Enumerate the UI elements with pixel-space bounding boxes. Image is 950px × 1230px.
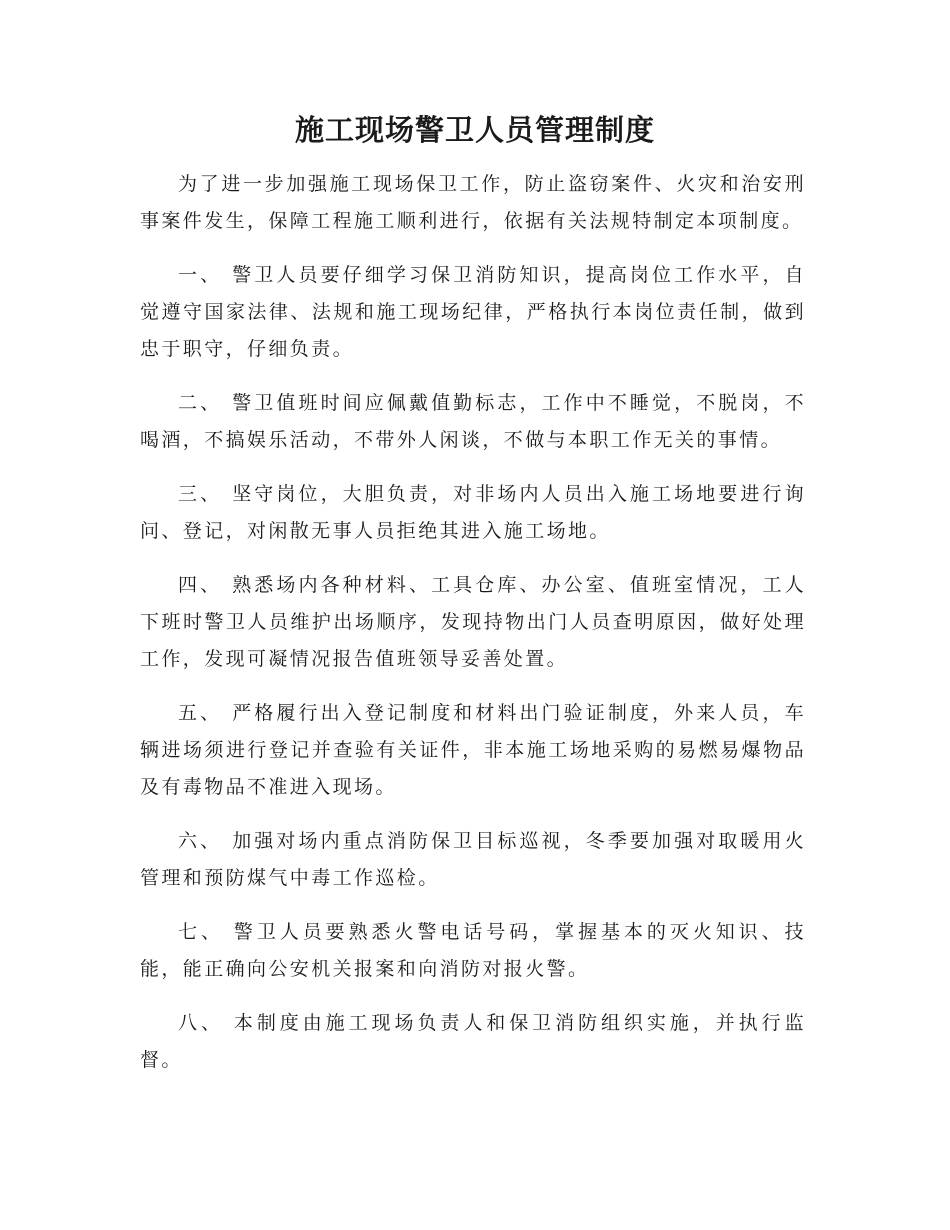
clause-7 [140, 914, 806, 988]
clause-6 [140, 823, 806, 897]
clause-8 [140, 1005, 806, 1079]
clause-number: 一、 [178, 264, 223, 286]
clause-3 [140, 476, 806, 550]
clause-number: 三、 [178, 483, 223, 505]
clause-text: 本制度由施工现场负责人和保卫消防组织实施，并执行监督。 [140, 1012, 806, 1071]
clause-number: 二、 [178, 392, 223, 414]
clause-number: 八、 [178, 1012, 224, 1034]
clause-text: 警卫值班时间应佩戴值勤标志，工作中不睡觉，不脱岗，不喝酒，不搞娱乐活动，不带外人闲谈，不做与本职工作无关的事情。 [140, 392, 806, 451]
clause-text: 严格履行出入登记制度和材料出门验证制度，外来人员，车辆进场须进行登记并查验有关证件，非本施工场地采购的易燃易爆物品及有毒物品不准进入现场。 [140, 702, 806, 798]
clause-text: 坚守岗位，大胆负责，对非场内人员出入施工场地要进行询问、登记，对闲散无事人员拒绝其进入施工场地。 [140, 483, 806, 542]
clause-number: 七、 [178, 921, 224, 943]
intro-paragraph: 为了进一步加强施工现场保卫工作，防止盗窃案件、火灾和治安刑事案件发生，保障工程施工顺利进行，依据有关法规特制定本项制度。 [140, 173, 806, 232]
clause-text: 加强对场内重点消防保卫目标巡视，冬季要加强对取暖用火管理和预防煤气中毒工作巡检。 [140, 830, 806, 889]
clause-number: 六、 [178, 830, 223, 852]
clause-4 [140, 567, 806, 678]
clause-1 [140, 257, 806, 368]
clause-text: 警卫人员要仔细学习保卫消防知识，提高岗位工作水平，自觉遵守国家法律、法规和施工现场纪律，严格执行本岗位责任制，做到忠于职守，仔细负责。 [140, 264, 806, 360]
clause-5 [140, 695, 806, 806]
clause-number: 五、 [178, 702, 223, 724]
clause-2 [140, 385, 806, 459]
clause-number: 四、 [178, 574, 223, 596]
clause-text: 熟悉场内各种材料、工具仓库、办公室、值班室情况，工人下班时警卫人员维护出场顺序，发现持物出门人员查明原因，做好处理工作，发现可凝情况报告值班领导妥善处置。 [140, 574, 806, 670]
document-body [140, 166, 806, 1096]
clause-text: 警卫人员要熟悉火警电话号码，掌握基本的灭火知识、技能，能正确向公安机关报案和向消防对报火警。 [140, 921, 806, 980]
document-title: 施工现场警卫人员管理制度 [294, 113, 655, 147]
